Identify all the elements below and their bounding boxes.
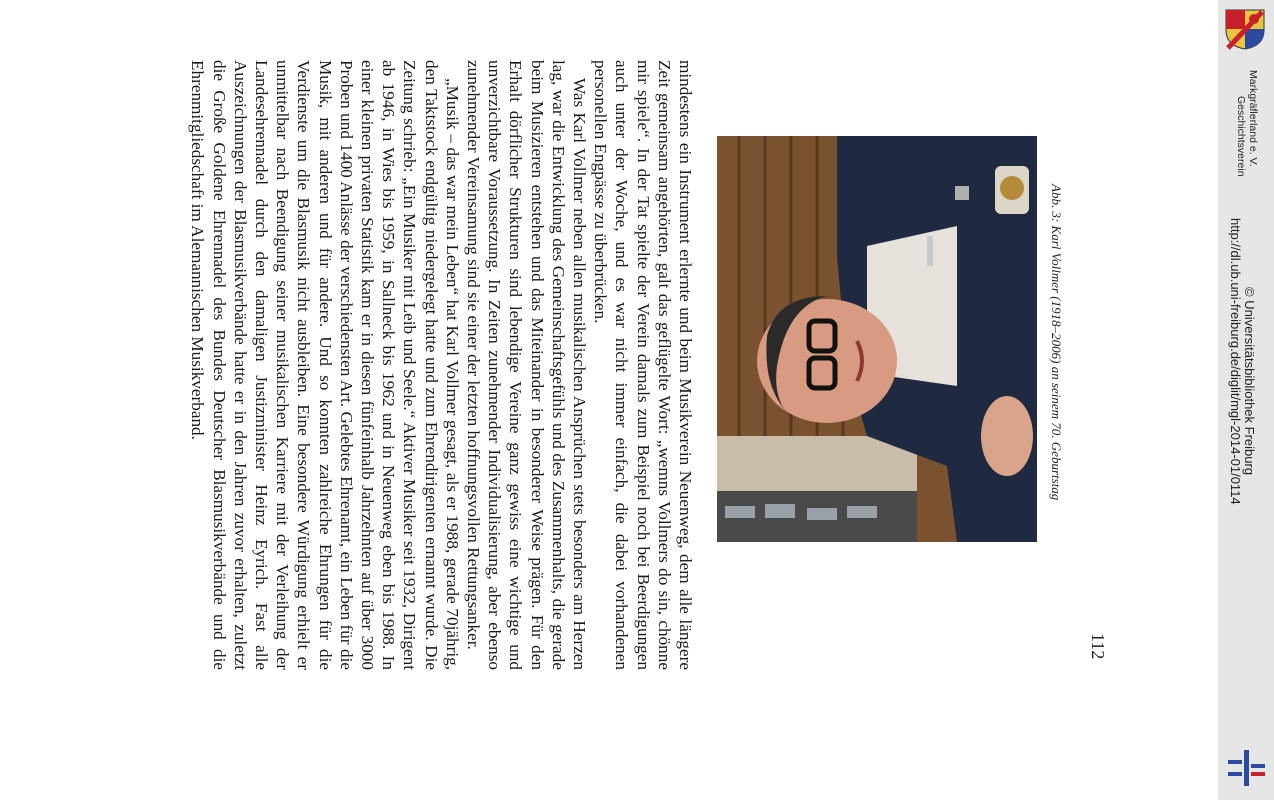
source-url-link[interactable]: http://dl.ub.uni-freiburg.de/diglit/mgl-2014-01/0114: [1228, 218, 1243, 505]
portrait-photo: [717, 136, 1037, 542]
society-name-line1: Geschichtsverein: [1235, 96, 1247, 177]
society-name-line2: Markgräflerland e. V.: [1247, 70, 1259, 167]
page-number: 112: [1088, 633, 1108, 660]
library-logo-icon: [1226, 748, 1268, 788]
paragraph-3: „Musik – das war mein Leben“ hat Karl Vollmer gesagt, als er 1988, gerade 70jährig, den Taktstock endgültig niedergelegt hatte und zum Ehrendirigenten ernannt wurde. Die Zeitung schrieb: „Ein Musiker mit Leib und Seele.“ Aktiver Musiker seit 1932, Dirigent ab 1946, in Wies bis 1959, in Sallneck bis 1962 und in Neuenweg eben bis 1988. In einer kleinen privaten Statistik kam er in diesen fünfeinhalb Jahrzehnten auf über 3000 Proben und 1400 Anlässe der verschiedensten Art. Gelebtes Ehrenamt, ein Leben für die Musik, mit anderen und für andere. Und so konnten zahlreiche Ehrungen für die Verdienste um die Blasmusik nicht ausbleiben. Eine besondere Würdigung erhielt er unmittelbar nach Beendigung seiner musikalischen Karriere mit der Verleihung der Landesehrennadel durch den damaligen Justizminister Heinz Eyrich. Fast alle Auszeichnungen der Blasmusikverbände hatte er in den Jahren zuvor erhalten, zuletzt die Große Goldene Ehrennadel des Bundes Deutscher Blasmusikverbände und die Ehrenmitgliedschaft im Alemannischen Musikverband.: [188, 60, 462, 670]
coat-of-arms-icon: [1224, 8, 1266, 50]
copyright-notice: © Universitätsbibliothek Freiburg: [1242, 287, 1257, 476]
body-text: [187, 60, 696, 670]
paragraph-2: Was Karl Vollmer neben allen musikalischen Ansprüchen stets besonders am Herzen lag, war die Entwicklung des Gemeinschaftsgefühls und des Zusammenhalts, die gerade beim Musizieren entstehen und das Miteinander in besonderer Weise prägen. Für den Erhalt dörflicher Strukturen sind lebendige Vereine ganz gewiss eine wichtige und unverzichtbare Voraussetzung. In Zeiten zunehmender Individualisierung, aber ebenso zunehmender Vereinsamung sind sie einer der letzten hoffnungsvollen Rettungsanker.: [463, 60, 589, 670]
figure-caption: Abb. 3: Karl Vollmer (1918–2006) an seinem 70. Geburtstag: [1049, 184, 1064, 501]
paragraph-1: mindestens ein Instrument erlernte und beim Musikverein Neuenweg, dem alle längere Zeit gemeinsam angehörten, galt das geflügelte Wort: „wemns Vollmers do sin, chönne mir spiele“. In der Tat spielte der Verein damals zum Beispiel noch bei Beerdigungen auch unter der Woche, und es war nicht immer einfach, die dabei vorhandenen personellen Engpässe zu überbrücken.: [591, 60, 695, 670]
